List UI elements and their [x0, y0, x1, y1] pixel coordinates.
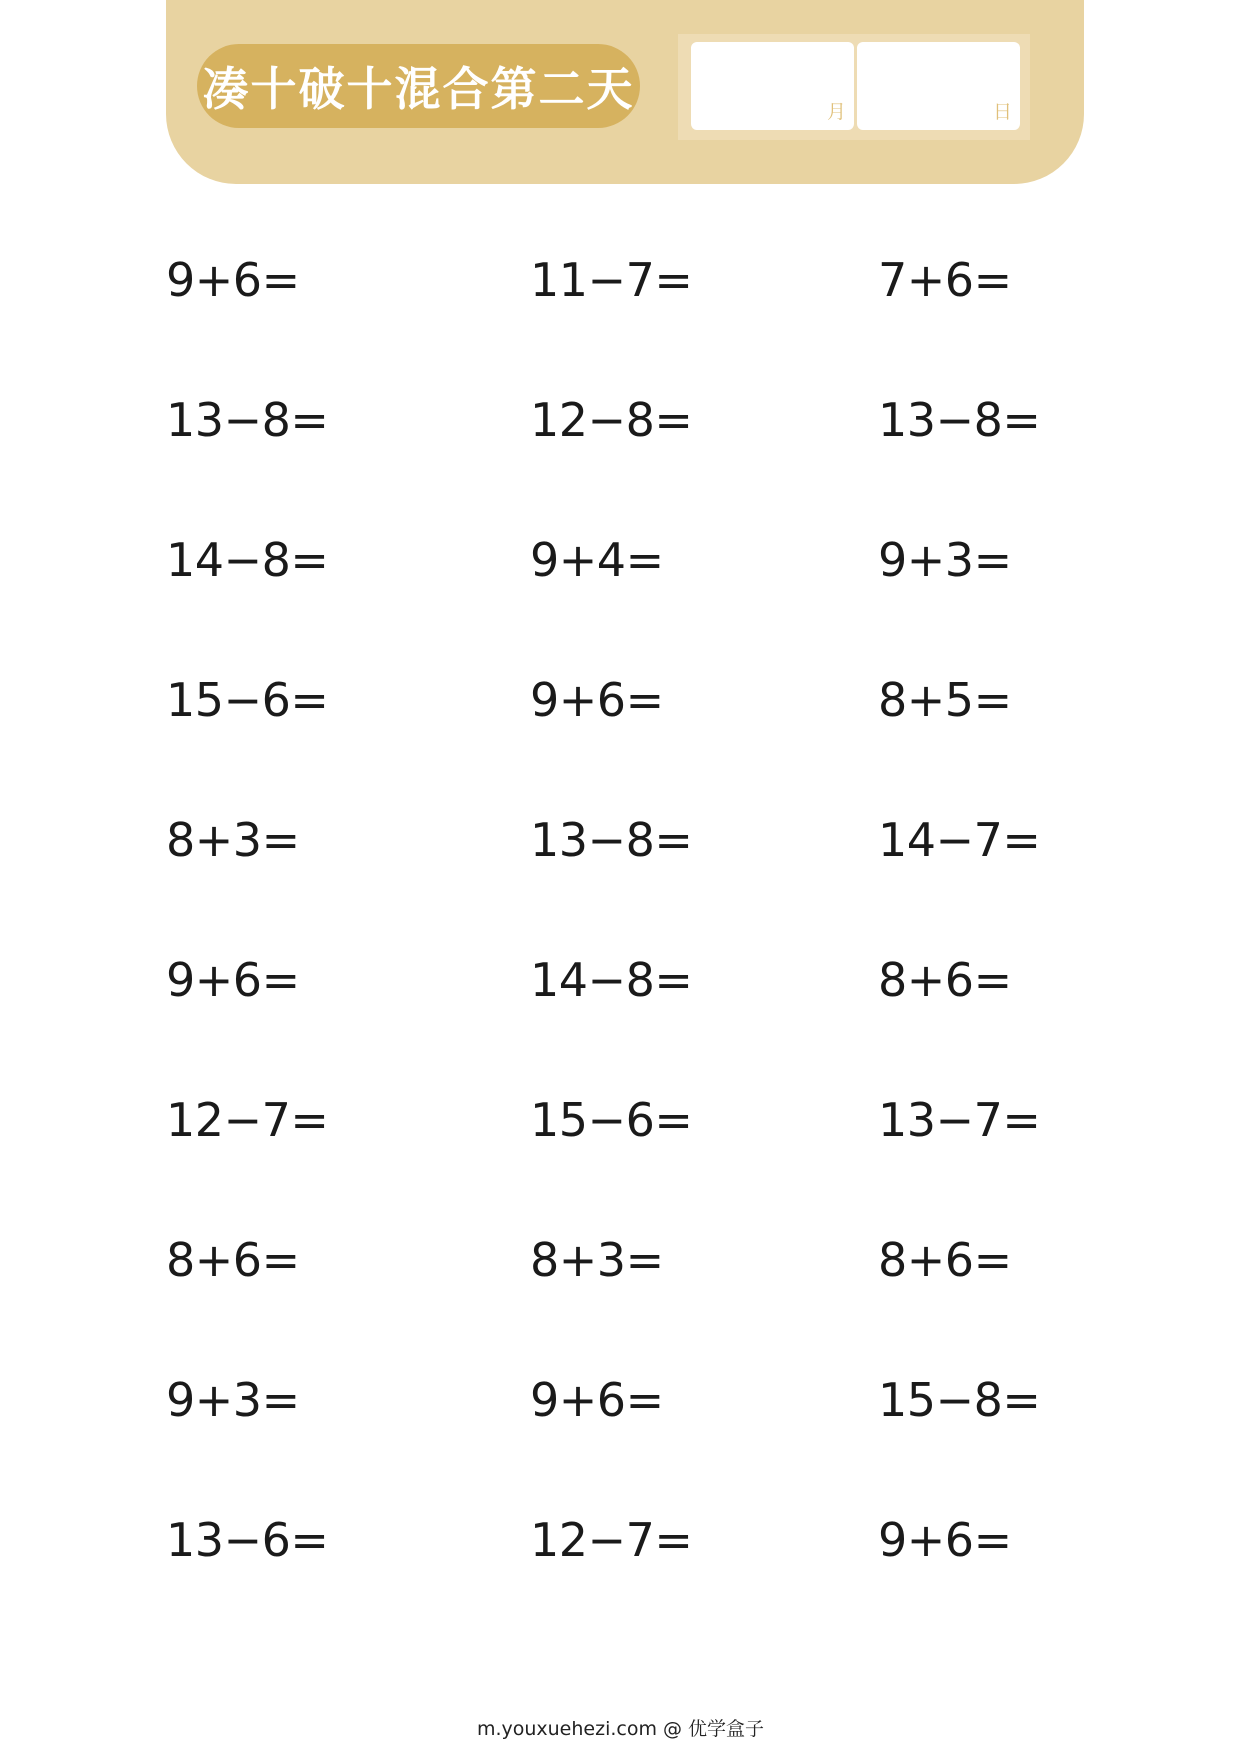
math-problem: 8+6=	[166, 1233, 300, 1287]
math-problem: 13−6=	[166, 1513, 329, 1567]
problem-row	[166, 1080, 1084, 1220]
math-problem: 13−8=	[878, 393, 1041, 447]
problem-row	[166, 660, 1084, 800]
problem-row	[166, 520, 1084, 660]
problem-row	[166, 800, 1084, 940]
problem-row	[166, 1500, 1084, 1640]
math-problem: 8+3=	[530, 1233, 664, 1287]
problem-row	[166, 1220, 1084, 1360]
header-band	[166, 0, 1084, 184]
math-problem: 9+6=	[530, 673, 664, 727]
math-problem: 9+6=	[166, 253, 300, 307]
worksheet-title: 凑十破十混合第二天	[202, 62, 635, 116]
math-problem: 9+4=	[530, 533, 664, 587]
math-problem: 14−7=	[878, 813, 1041, 867]
math-problem: 15−8=	[878, 1373, 1041, 1427]
math-problem: 7+6=	[878, 253, 1012, 307]
math-problem: 13−8=	[530, 813, 693, 867]
math-problem: 15−6=	[166, 673, 329, 727]
problem-row	[166, 240, 1084, 380]
date-field	[678, 34, 1030, 140]
math-problem: 9+3=	[166, 1373, 300, 1427]
math-problem: 8+6=	[878, 953, 1012, 1007]
math-problem: 13−7=	[878, 1093, 1041, 1147]
math-problem: 11−7=	[530, 253, 693, 307]
problem-row	[166, 1360, 1084, 1500]
math-problem: 14−8=	[166, 533, 329, 587]
math-problem: 8+5=	[878, 673, 1012, 727]
month-box[interactable]	[691, 42, 854, 130]
math-problem: 13−8=	[166, 393, 329, 447]
month-label: 月	[826, 101, 846, 123]
problem-grid	[166, 240, 1084, 1640]
title-pill	[197, 44, 640, 128]
math-problem: 9+6=	[530, 1373, 664, 1427]
day-label: 日	[992, 101, 1012, 123]
math-problem: 9+3=	[878, 533, 1012, 587]
day-box[interactable]	[857, 42, 1020, 130]
math-problem: 14−8=	[530, 953, 693, 1007]
math-problem: 9+6=	[166, 953, 300, 1007]
footer-watermark: m.youxuehezi.com @ 优学盒子	[476, 1718, 765, 1740]
math-problem: 9+6=	[878, 1513, 1012, 1567]
math-problem: 12−7=	[166, 1093, 329, 1147]
date-divider	[854, 42, 856, 130]
math-problem: 12−7=	[530, 1513, 693, 1567]
math-problem: 12−8=	[530, 393, 693, 447]
math-problem: 15−6=	[530, 1093, 693, 1147]
problem-row	[166, 380, 1084, 520]
math-problem: 8+3=	[166, 813, 300, 867]
problem-row	[166, 940, 1084, 1080]
math-problem: 8+6=	[878, 1233, 1012, 1287]
